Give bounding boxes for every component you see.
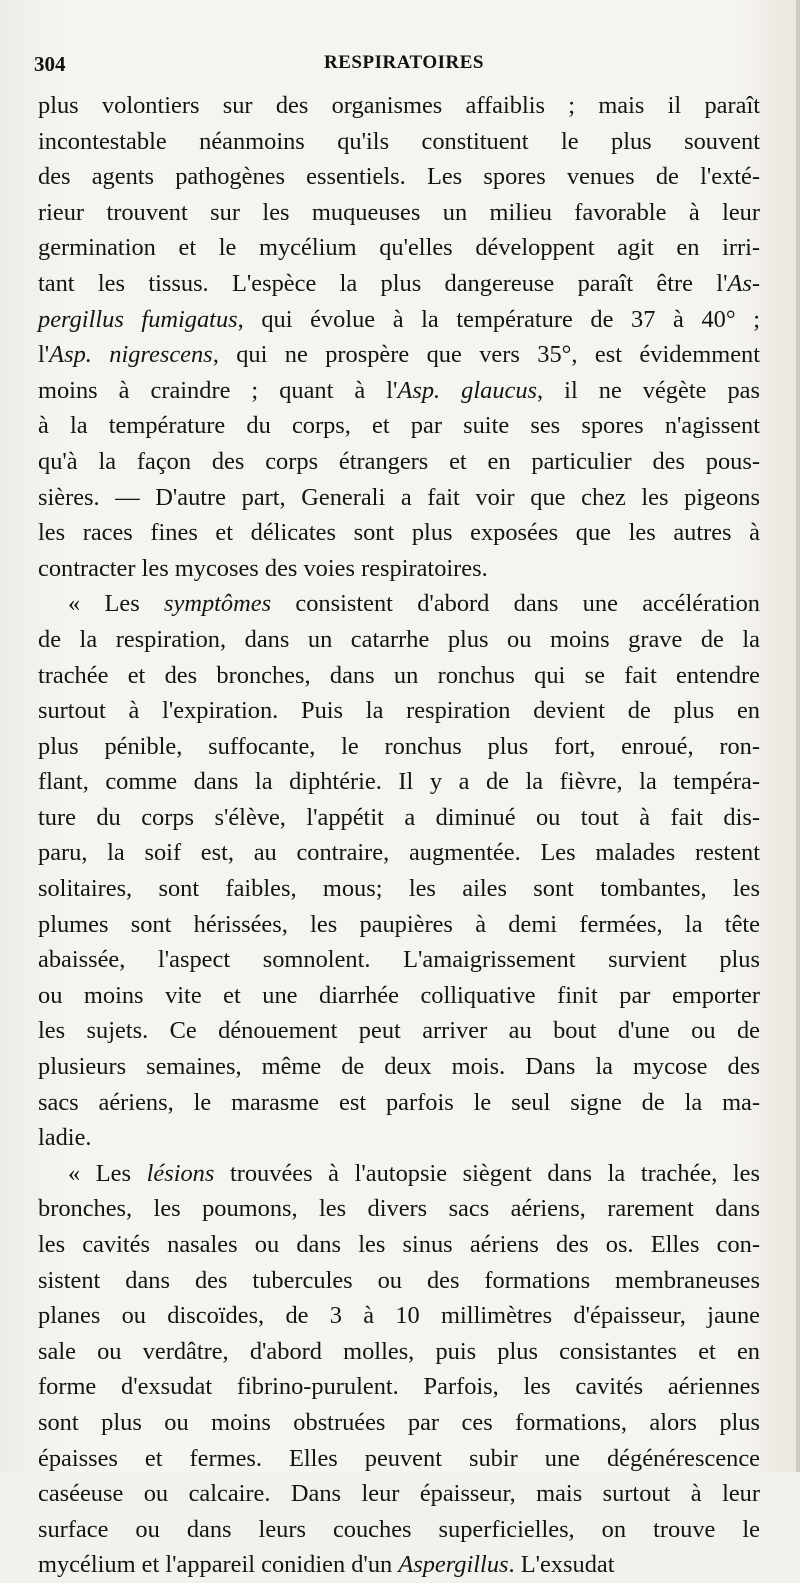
paragraph xyxy=(38,586,760,1156)
text-run: surface ou dans leurs couches superficielles, on trouve le xyxy=(38,1515,760,1543)
text-run: paru, la soif est, au contraire, augmentée. Les malades restent xyxy=(38,839,760,867)
text-run: mycélium et l'appareil conidien d'un xyxy=(38,1551,399,1579)
text-line xyxy=(38,124,760,160)
text-run: ou moins vite et une diarrhée colliquative finit par emporter xyxy=(38,981,760,1009)
text-run: de la respiration, dans un catarrhe plus ou moins grave de la xyxy=(38,625,760,653)
text-run: , qui ne prospère que vers 35°, est évidemment xyxy=(212,341,760,369)
text-run: forme d'exsudat fibrino-purulent. Parfois, les cavités aériennes xyxy=(38,1373,760,1401)
page-edge-shadow xyxy=(796,0,800,1472)
text-run: l' xyxy=(38,341,50,369)
body-text xyxy=(38,88,760,1583)
text-run: bronches, les poumons, les divers sacs aériens, rarement dans xyxy=(38,1195,760,1223)
text-run: incontestable néanmoins qu'ils constituent le plus souvent xyxy=(38,127,760,155)
text-run: trachée et des bronches, dans un ronchus qui se fait entendre xyxy=(38,661,760,689)
text-line xyxy=(38,480,760,516)
text-line xyxy=(38,693,760,729)
italic-text-run: Aspergillus xyxy=(398,1551,509,1579)
text-run: ladie. xyxy=(38,1124,92,1152)
text-line xyxy=(38,586,760,622)
text-run: contracter les mycoses des voies respiratoires. xyxy=(38,554,488,582)
text-line xyxy=(38,337,760,373)
italic-text-run: pergillus fumigatus xyxy=(38,305,238,333)
text-line xyxy=(38,159,760,195)
paragraph xyxy=(38,88,760,586)
text-line xyxy=(38,373,760,409)
text-run: les races fines et délicates sont plus exposées que les autres à xyxy=(38,519,760,547)
text-line xyxy=(38,88,760,124)
text-run: sont plus ou moins obstruées par ces formations, alors plus xyxy=(38,1408,760,1436)
text-run: plusieurs semaines, même de deux mois. Dans la mycose des xyxy=(38,1053,760,1081)
text-line xyxy=(38,1120,760,1156)
text-line xyxy=(38,1405,760,1441)
running-head: RESPIRATOIRES xyxy=(324,52,484,73)
text-line xyxy=(38,622,760,658)
text-line xyxy=(38,1334,760,1370)
text-run: plus pénible, suffocante, le ronchus plus fort, enroué, ron- xyxy=(38,732,760,760)
text-line xyxy=(38,1191,760,1227)
text-run: caséeuse ou calcaire. Dans leur épaisseur, mais surtout à leur xyxy=(38,1480,760,1508)
text-line xyxy=(38,729,760,765)
text-run: des agents pathogènes essentiels. Les spores venues de l'exté- xyxy=(38,163,760,191)
text-line xyxy=(38,1227,760,1263)
text-line xyxy=(38,1512,760,1548)
text-run: à la température du corps, et par suite ses spores n'agissent xyxy=(38,412,760,440)
paragraph xyxy=(38,1156,760,1583)
text-line xyxy=(38,1441,760,1477)
text-run: rieur trouvent sur les muqueuses un milieu favorable à leur xyxy=(38,198,760,226)
text-run: qu'à la façon des corps étrangers et en particulier des pous- xyxy=(38,447,760,475)
text-line xyxy=(38,1263,760,1299)
text-line xyxy=(38,835,760,871)
italic-text-run: As- xyxy=(727,269,760,297)
text-line xyxy=(38,800,760,836)
italic-text-run: lésions xyxy=(146,1159,215,1187)
italic-text-run: Asp. glaucus xyxy=(397,376,538,404)
text-run: « Les xyxy=(68,590,165,618)
text-run: tant les tissus. L'espèce la plus dangereuse paraît être l' xyxy=(38,269,728,297)
text-line xyxy=(38,266,760,302)
text-line xyxy=(38,1547,760,1583)
text-run: sale ou verdâtre, d'abord molles, puis plus consistantes et en xyxy=(38,1337,760,1365)
text-run: flant, comme dans la diphtérie. Il y a de la fièvre, la tempéra- xyxy=(38,768,760,796)
text-line xyxy=(38,1156,760,1192)
text-run: épaisses et fermes. Elles peuvent subir une dégénérescence xyxy=(38,1444,760,1472)
text-line xyxy=(38,195,760,231)
text-line xyxy=(38,1369,760,1405)
text-line xyxy=(38,1085,760,1121)
text-run: , qui évolue à la température de 37 à 40° ; xyxy=(237,305,760,333)
text-run: plus volontiers sur des organismes affaiblis ; mais il paraît xyxy=(38,92,760,119)
text-line xyxy=(38,1013,760,1049)
text-run: les cavités nasales ou dans les sinus aériens des os. Elles con- xyxy=(38,1231,760,1258)
page-header xyxy=(34,52,774,82)
text-run: abaissée, l'aspect somnolent. L'amaigrissement survient plus xyxy=(38,946,760,974)
italic-text-run: Asp. nigrescens xyxy=(49,341,213,369)
italic-text-run: symptômes xyxy=(164,590,272,618)
text-line xyxy=(38,302,760,338)
text-run: sistent dans des tubercules ou des formations membraneuses xyxy=(38,1266,760,1294)
text-line xyxy=(38,1298,760,1334)
text-line xyxy=(38,444,760,480)
text-run: ture du corps s'élève, l'appétit a diminué ou tout à fait dis- xyxy=(38,803,760,831)
text-run: sières. — D'autre part, Generali a fait voir que chez les pigeons xyxy=(38,483,760,511)
text-run: consistent d'abord dans une accélération xyxy=(271,590,760,618)
text-line xyxy=(38,978,760,1014)
page-number: 304 xyxy=(34,52,66,76)
text-run: solitaires, sont faibles, mous; les ailes sont tombantes, les xyxy=(38,875,760,903)
text-run: germination et le mycélium qu'elles développent agit en irri- xyxy=(38,234,760,262)
text-line xyxy=(38,764,760,800)
text-line xyxy=(38,230,760,266)
text-run: « Les xyxy=(68,1159,147,1187)
text-run: . L'exsudat xyxy=(508,1551,615,1579)
text-line xyxy=(38,515,760,551)
text-run: moins à craindre ; quant à l' xyxy=(38,376,398,404)
text-line xyxy=(38,942,760,978)
text-run: surtout à l'expiration. Puis la respiration devient de plus en xyxy=(38,697,760,725)
text-run: , il ne végète pas xyxy=(537,376,760,404)
text-line xyxy=(38,1049,760,1085)
text-line xyxy=(38,871,760,907)
text-line xyxy=(38,658,760,694)
text-line xyxy=(38,1476,760,1512)
text-line xyxy=(38,551,760,587)
text-line xyxy=(38,907,760,943)
text-run: les sujets. Ce dénouement peut arriver au bout d'une ou de xyxy=(38,1017,760,1045)
text-run: trouvées à l'autopsie siègent dans la trachée, les xyxy=(214,1159,760,1187)
text-run: planes ou discoïdes, de 3 à 10 millimètres d'épaisseur, jaune xyxy=(38,1302,760,1330)
text-line xyxy=(38,408,760,444)
text-run: plumes sont hérissées, les paupières à demi fermées, la tête xyxy=(38,910,760,938)
text-run: sacs aériens, le marasme est parfois le seul signe de la ma- xyxy=(38,1088,760,1116)
